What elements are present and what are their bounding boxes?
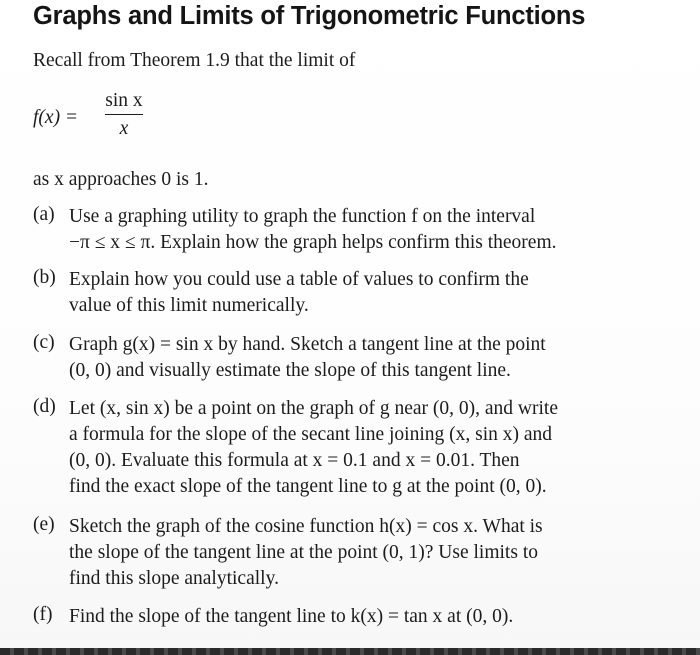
item-line: value of this limit numerically.	[69, 295, 309, 316]
item-line: the slope of the tangent line at the point (0, 1)? Use limits to	[69, 542, 538, 563]
item-line: a formula for the slope of the secant line joining (x, sin x) and	[69, 424, 553, 445]
item-label: (a)	[33, 204, 55, 225]
intro-text: Recall from Theorem 1.9 that the limit of	[33, 50, 356, 71]
item-line: Find the slope of the tangent line to k(x) = tan x at (0, 0).	[69, 606, 514, 627]
item-line: Sketch the graph of the cosine function h(x) = cos x. What is	[69, 516, 543, 537]
item-line: find the exact slope of the tangent line to g at the point (0, 0).	[69, 476, 547, 497]
limit-formula	[33, 90, 233, 150]
page-title: Graphs and Limits of Trigonometric Functions	[33, 2, 586, 30]
item-label: (e)	[33, 514, 55, 535]
formula-numerator: sin x	[105, 90, 143, 111]
item-line: Let (x, sin x) be a point on the graph of g near (0, 0), and write	[69, 398, 558, 419]
item-line: (0, 0). Evaluate this formula at x = 0.1 and x = 0.01. Then	[69, 450, 520, 471]
formula-lhs: f(x) =	[33, 107, 79, 128]
page-bottom-border	[0, 648, 700, 655]
item-label: (f)	[33, 604, 53, 625]
fraction-bar	[105, 114, 143, 115]
item-label: (b)	[33, 267, 56, 288]
approach-text: as x approaches 0 is 1.	[33, 169, 209, 190]
item-line: −π ≤ x ≤ π. Explain how the graph helps confirm this theorem.	[69, 232, 557, 253]
item-line: (0, 0) and visually estimate the slope of this tangent line.	[69, 360, 511, 381]
item-line: find this slope analytically.	[69, 568, 279, 589]
item-line: Explain how you could use a table of values to confirm the	[69, 269, 529, 290]
item-line: Graph g(x) = sin x by hand. Sketch a tangent line at the point	[69, 334, 546, 355]
item-line: Use a graphing utility to graph the function f on the interval	[69, 206, 536, 227]
item-label: (d)	[33, 396, 56, 417]
formula-fraction	[105, 90, 143, 140]
formula-denominator: x	[119, 118, 129, 140]
item-label: (c)	[33, 332, 55, 353]
